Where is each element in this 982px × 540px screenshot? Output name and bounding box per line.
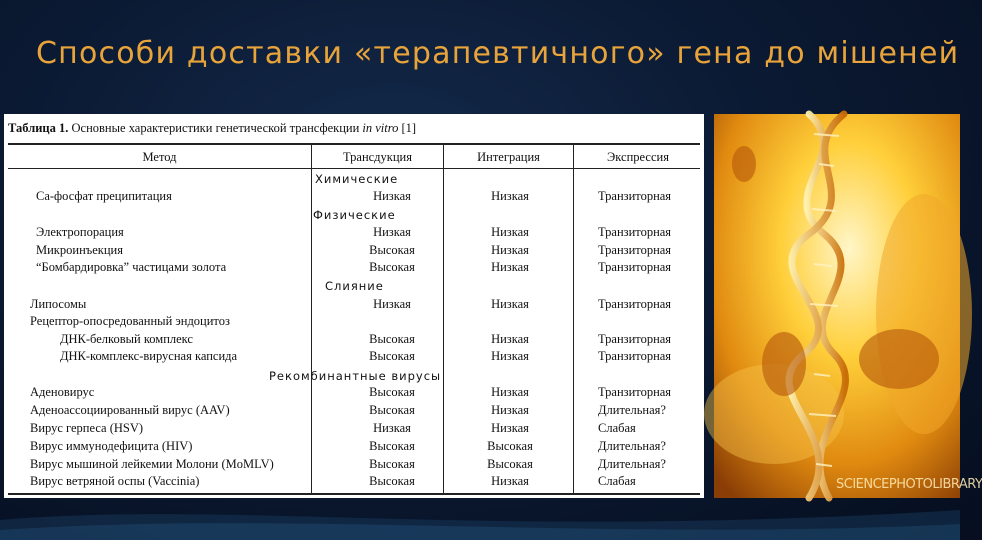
cell-transduction: Высокая	[369, 403, 415, 417]
cell-method: Вирус иммунодефицита (HIV)	[30, 439, 193, 453]
cell-transduction: Низкая	[373, 189, 411, 203]
cell-expression: Транзиторная	[598, 225, 672, 239]
table-row	[4, 297, 704, 314]
table-row	[4, 225, 704, 242]
table-caption	[8, 121, 416, 136]
cell-expression: Слабая	[598, 421, 636, 435]
cell-integration: Низкая	[491, 260, 529, 274]
section-fusion: Слияние	[325, 279, 384, 293]
cell-transduction: Высокая	[369, 349, 415, 363]
cell-method: Аденоассоциированный вирус (AAV)	[30, 403, 230, 417]
cell-expression: Транзиторная	[598, 385, 672, 399]
cell-method: Вирус мышиной лейкемии Молони (MoMLV)	[30, 457, 274, 471]
cell-integration: Низкая	[491, 349, 529, 363]
table-row	[4, 403, 704, 420]
cell-expression: Слабая	[598, 474, 636, 488]
decorative-wave	[0, 480, 960, 540]
cell-integration: Низкая	[491, 225, 529, 239]
cell-method: Вирус ветряной оспы (Vaccinia)	[30, 474, 200, 488]
table-row	[4, 385, 704, 402]
dna-photo	[714, 114, 982, 498]
cell-integration: Высокая	[487, 439, 533, 453]
cell-method: ДНК-комплекс-вирусная капсида	[60, 349, 238, 363]
cell-integration: Низкая	[491, 385, 529, 399]
cell-integration: Низкая	[491, 297, 529, 311]
transfection-table	[4, 114, 704, 498]
cell-method: Аденовирус	[30, 385, 95, 399]
cell-transduction: Высокая	[369, 439, 415, 453]
table-row	[4, 260, 704, 277]
cell-integration: Низкая	[491, 403, 529, 417]
header-method: Метод	[142, 150, 177, 164]
cell-method: Электропорация	[36, 225, 124, 239]
table-row	[4, 332, 704, 349]
cell-expression: Длительная?	[598, 457, 666, 471]
caption-label: Таблица 1.	[8, 121, 69, 135]
cell-expression: Транзиторная	[598, 243, 672, 257]
table-row	[4, 189, 704, 206]
cell-expression: Транзиторная	[598, 332, 672, 346]
cell-transduction: Низкая	[373, 225, 411, 239]
table-row	[4, 421, 704, 438]
section-recombinant: Рекомбинантные вирусы	[269, 369, 442, 383]
cell-integration: Низкая	[491, 243, 529, 257]
cell-expression: Транзиторная	[598, 297, 672, 311]
cell-transduction: Низкая	[373, 421, 411, 435]
caption-text: Основные характеристики генетической трансфекции	[71, 121, 360, 135]
section-physical: Физические	[313, 208, 396, 222]
table-row	[4, 349, 704, 366]
cell-method: Рецептор-опосредованный эндоцитоз	[30, 314, 230, 328]
table-row	[4, 243, 704, 260]
dna-helix-illustration	[714, 114, 960, 498]
cell-method: “Бомбардировка” частицами золота	[36, 260, 227, 274]
cell-method: ДНК-белковый комплекс	[60, 332, 193, 346]
cell-transduction: Высокая	[369, 332, 415, 346]
cell-integration: Низкая	[491, 474, 529, 488]
cell-method: Микроинъекция	[36, 243, 123, 257]
table-row	[4, 314, 704, 331]
cell-method: Са-фосфат преципитация	[36, 189, 172, 203]
section-chemical: Химические	[315, 172, 399, 186]
cell-method: Вирус герпеса (HSV)	[30, 421, 144, 435]
table-top-rule	[8, 143, 700, 145]
cell-transduction: Высокая	[369, 474, 415, 488]
cell-integration: Высокая	[487, 457, 533, 471]
table-row	[4, 439, 704, 456]
header-integration: Интеграция	[477, 150, 540, 164]
table-row	[4, 457, 704, 474]
cell-transduction: Высокая	[369, 260, 415, 274]
cell-transduction: Высокая	[369, 243, 415, 257]
header-rule	[8, 168, 700, 169]
cell-transduction: Низкая	[373, 297, 411, 311]
slide-title: Способи доставки «терапевтичного» гена до мішеней	[36, 36, 960, 71]
cell-method: Липосомы	[30, 297, 87, 311]
cell-transduction: Высокая	[369, 457, 415, 471]
caption-italic: in vitro	[362, 121, 399, 135]
cell-transduction: Высокая	[369, 385, 415, 399]
photo-credit: SCIENCEPHOTOLIBRARY	[836, 477, 982, 492]
cell-integration: Низкая	[491, 332, 529, 346]
cell-expression: Длительная?	[598, 403, 666, 417]
cell-expression: Транзиторная	[598, 189, 672, 203]
header-transduction: Трансдукция	[342, 150, 412, 164]
cell-expression: Длительная?	[598, 439, 666, 453]
cell-expression: Транзиторная	[598, 349, 672, 363]
caption-ref: [1]	[401, 121, 417, 135]
cell-integration: Низкая	[491, 421, 529, 435]
cell-expression: Транзиторная	[598, 260, 672, 274]
header-expression: Экспрессия	[607, 150, 669, 164]
cell-integration: Низкая	[491, 189, 529, 203]
